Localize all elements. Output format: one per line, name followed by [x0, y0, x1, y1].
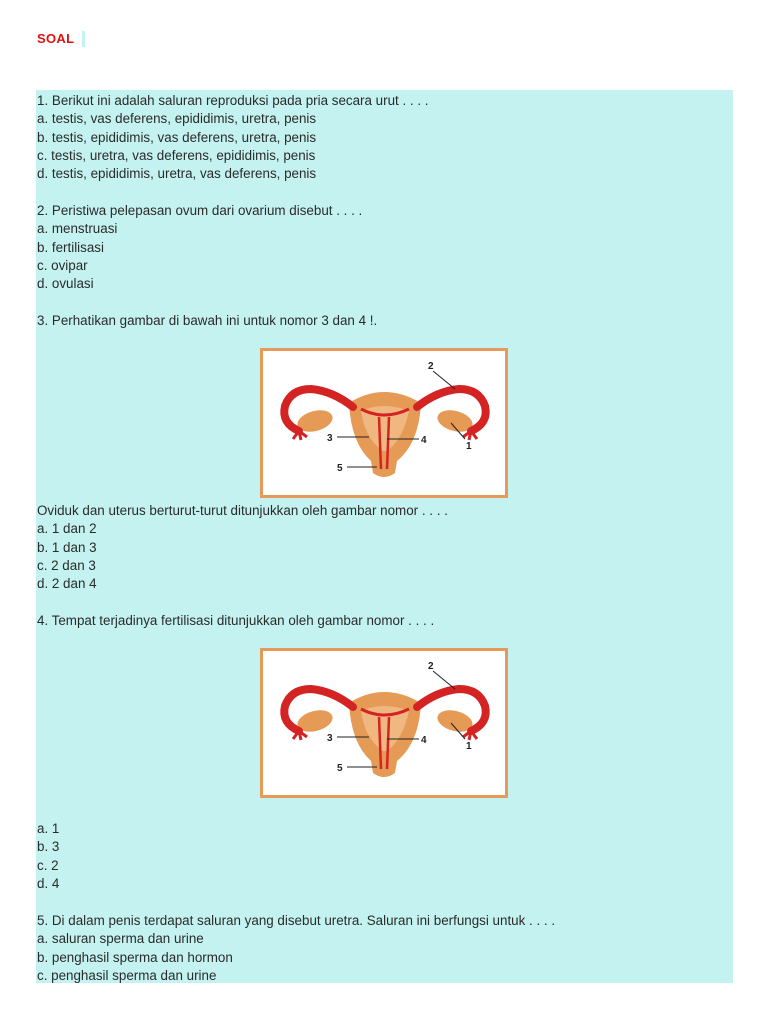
option-b: b. 1 dan 3	[37, 539, 97, 555]
label-5: 5	[337, 763, 343, 774]
option-c: c. testis, uretra, vas deferens, epididimis, penis	[37, 147, 316, 163]
question-text: 3. Perhatikan gambar di bawah ini untuk nomor 3 dan 4 !.	[37, 313, 378, 328]
label-5: 5	[337, 463, 343, 474]
label-4: 4	[421, 735, 427, 746]
uterus-diagram-svg	[263, 651, 505, 795]
option-a: a. 1	[37, 821, 60, 836]
uterus-diagram-svg	[263, 351, 505, 495]
question-text: 2. Peristiwa pelepasan ovum dari ovarium disebut . . . .	[37, 203, 363, 218]
question-3-intro	[36, 312, 733, 330]
label-2: 2	[428, 361, 434, 372]
question-5	[36, 912, 733, 985]
option-d: d. 2 dan 4	[37, 576, 97, 592]
question-2	[36, 202, 733, 293]
label-2: 2	[428, 661, 434, 672]
label-3: 3	[327, 433, 333, 444]
label-3: 3	[327, 733, 333, 744]
option-a: a. menstruasi	[37, 221, 118, 237]
option-c: c. 2 dan 3	[37, 557, 96, 573]
uterus-diagram-2	[260, 648, 508, 798]
question-text: 5. Di dalam penis terdapat saluran yang disebut uretra. Saluran ini berfungsi untuk . . . .	[37, 913, 556, 928]
option-d: d. 4	[37, 875, 60, 891]
question-text: 1. Berikut ini adalah saluran reproduksi pada pria secara urut . . . .	[37, 93, 429, 108]
label-1: 1	[466, 741, 472, 752]
question-4-intro	[36, 612, 733, 630]
label-4: 4	[421, 435, 427, 446]
option-a: a. saluran sperma dan urine	[37, 931, 204, 947]
option-c: c. penghasil sperma dan urine	[37, 967, 217, 983]
question-panel	[36, 90, 733, 983]
uterus-diagram	[260, 348, 508, 498]
page-title: SOAL	[37, 30, 82, 47]
option-b: b. penghasil sperma dan hormon	[37, 949, 233, 965]
uterus-drawing	[284, 371, 485, 477]
option-b: b. 3	[37, 839, 60, 855]
option-c: c. 2	[37, 857, 59, 873]
option-a: a. 1 dan 2	[37, 521, 97, 537]
option-a: a. testis, vas deferens, epididimis, uretra, penis	[37, 111, 317, 127]
option-d: d. ovulasi	[37, 276, 94, 292]
label-1: 1	[466, 441, 472, 452]
question-1	[36, 92, 733, 183]
option-d: d. testis, epididimis, uretra, vas deferens, penis	[37, 166, 317, 182]
option-b: b. testis, epididimis, vas deferens, uretra, penis	[37, 129, 317, 145]
question-4-options	[36, 820, 733, 893]
question-text: 4. Tempat terjadinya fertilisasi ditunjukkan oleh gambar nomor . . . .	[37, 613, 435, 628]
question-text: Oviduk dan uterus berturut-turut ditunjukkan oleh gambar nomor . . . .	[37, 503, 448, 518]
uterus-drawing	[284, 671, 485, 777]
question-3	[36, 502, 733, 593]
option-b: b. fertilisasi	[37, 239, 104, 255]
option-c: c. ovipar	[37, 257, 88, 273]
